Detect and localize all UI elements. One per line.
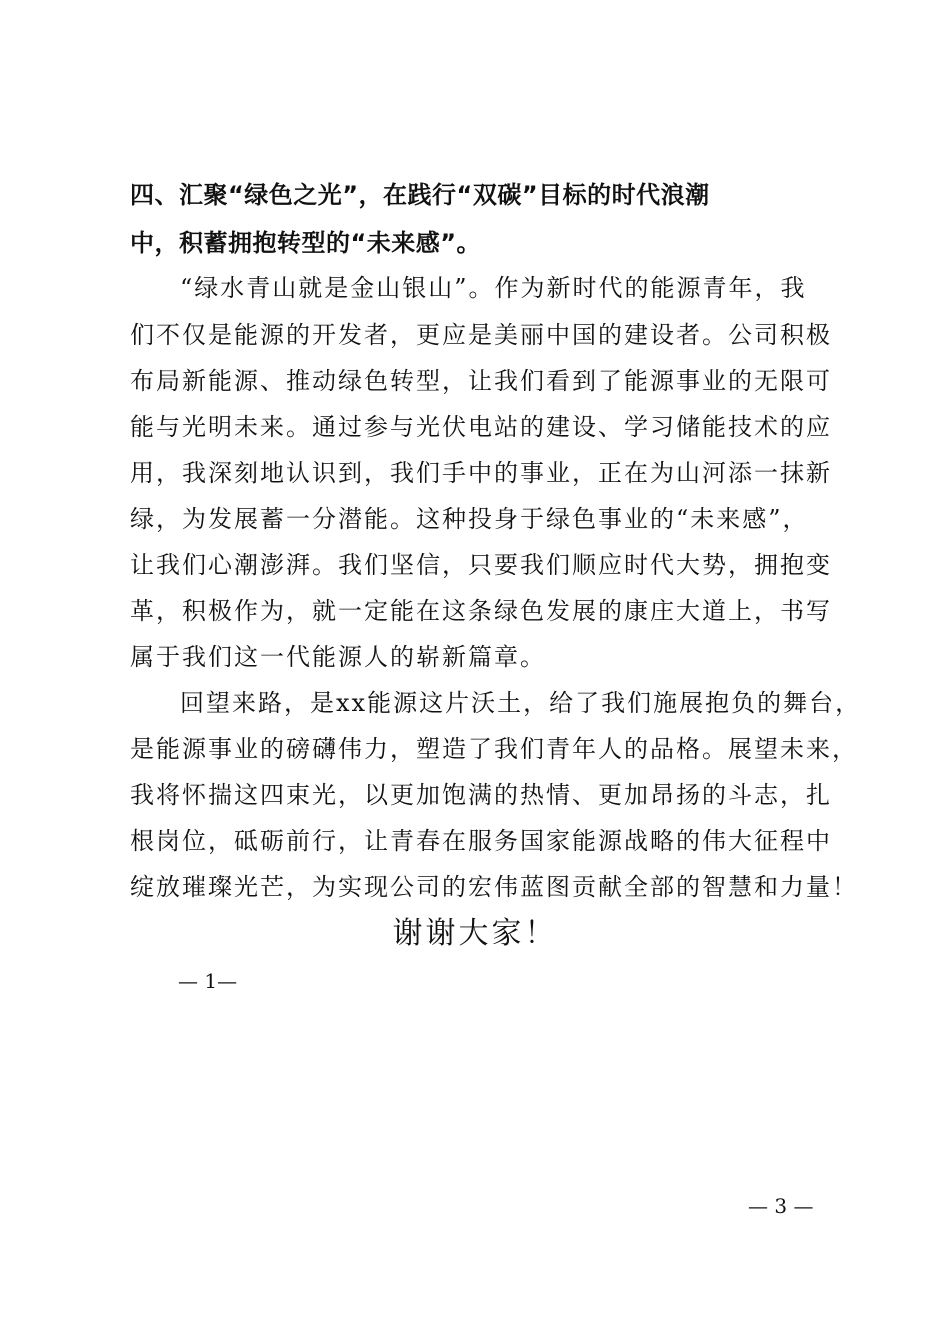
paragraph-1-line-7: 让我们心潮澎湃。我们坚信，只要我们顺应时代大势，拥抱变 <box>130 551 832 579</box>
section-heading-line-2: 中，积蓄拥抱转型的“未来感”。 <box>130 229 482 257</box>
paragraph-1-line-6: 绿，为发展蓄一分潜能。这种投身于绿色事业的“未来感”， <box>130 505 809 533</box>
footer-page-number: — 3 — <box>748 1194 814 1218</box>
paragraph-1-line-3: 布局新能源、推动绿色转型，让我们看到了能源事业的无限可 <box>130 367 832 395</box>
closing-thanks: 谢谢大家！ <box>392 916 558 951</box>
paragraph-1-line-9: 属于我们这一代能源人的崭新篇章。 <box>130 643 546 671</box>
paragraph-2-line-4: 根岗位，砥砺前行，让青春在服务国家能源战略的伟大征程中 <box>130 827 832 855</box>
paragraph-2-line-3: 我将怀揣这四束光，以更加饱满的热情、更加昂扬的斗志，扎 <box>130 781 832 809</box>
paragraph-2-line-2: 是能源事业的磅礴伟力，塑造了我们青年人的品格。展望未来， <box>130 735 858 763</box>
paragraph-2-line-5: 绽放璀璨光芒，为实现公司的宏伟蓝图贡献全部的智慧和力量！ <box>130 873 858 901</box>
paragraph-1-line-8: 革，积极作为，就一定能在这条绿色发展的康庄大道上，书写 <box>130 597 832 625</box>
paragraph-2-line-1: 回望来路，是xx能源这片沃土，给了我们施展抱负的舞台， <box>180 689 862 717</box>
paragraph-1-line-5: 用，我深刻地认识到，我们手中的事业，正在为山河添一抹新 <box>130 459 832 487</box>
paragraph-1-line-1: “绿水青山就是金山银山”。作为新时代的能源青年，我 <box>180 274 807 302</box>
section-heading-line-1: 四、汇聚“绿色之光”，在践行“双碳”目标的时代浪潮 <box>130 181 710 209</box>
inner-page-number: — 1— <box>178 969 238 993</box>
paragraph-1-line-2: 们不仅是能源的开发者，更应是美丽中国的建设者。公司积极 <box>130 321 832 349</box>
paragraph-1-line-4: 能与光明未来。通过参与光伏电站的建设、学习储能技术的应 <box>130 413 832 441</box>
